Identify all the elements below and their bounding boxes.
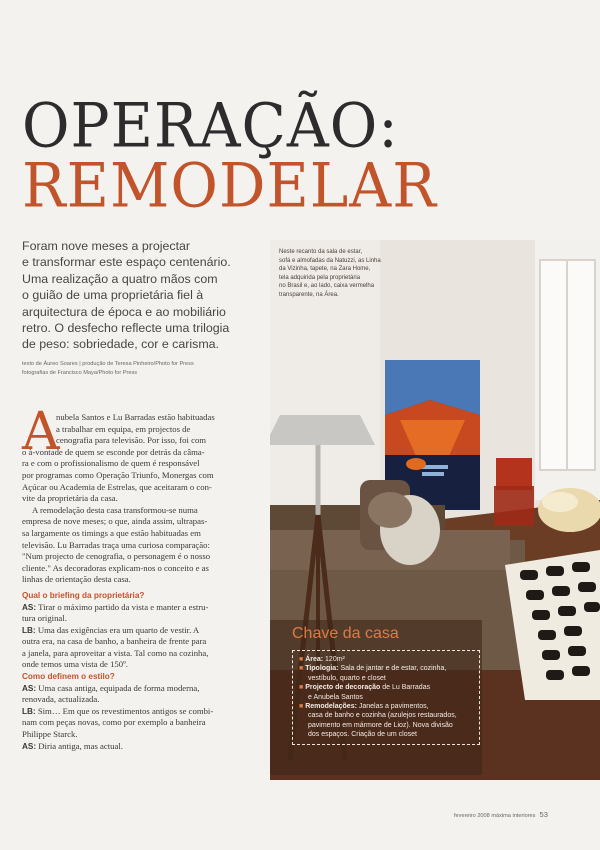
answer-line — [22, 683, 262, 695]
caption-line: transparente, na Área. — [279, 291, 339, 298]
key-fact-row — [299, 702, 475, 711]
answer-line — [22, 741, 262, 753]
credits-line: fotografias de Francisco Maya/Photo for Press — [22, 370, 138, 376]
credits — [22, 360, 272, 378]
footer-text: fevereiro 2008 máxima interiores — [454, 813, 536, 819]
title-line-2: REMODELAR — [22, 149, 437, 222]
body-line: A remodelação desta casa transformou-se numa — [32, 504, 198, 515]
lead-line: Foram nove meses a projectar — [22, 239, 191, 253]
key-fact-label: Tipologia: — [305, 665, 339, 673]
lead-line: e transformar este espaço centenário. — [22, 255, 231, 270]
answer-line — [22, 625, 262, 637]
key-fact-row — [299, 674, 475, 683]
answer-text: Diria antiga, mas actual. — [36, 740, 123, 751]
photo-caption — [279, 248, 409, 300]
speaker: LB: — [22, 625, 36, 635]
body-line: linhas de orientação desta casa. — [22, 574, 131, 585]
bullet-icon: ■ — [299, 703, 306, 711]
key-fact-text: Janelas a pavimentos, — [356, 703, 429, 711]
lead-line: o guião de uma proprietária fiel à — [22, 288, 204, 303]
answer-text: Tirar o máximo partido da vista e manter a estru- — [36, 601, 209, 612]
key-fact-row — [299, 721, 475, 730]
question-heading: Como definem o estilo? — [22, 672, 115, 682]
drop-cap: A — [22, 402, 60, 462]
credits-line: texto de Áureo Soares | produção de Teresa Pinheiro/Photo for Press — [22, 361, 194, 367]
key-fact-text: dos espaços. Criação de um closet — [308, 731, 417, 739]
lead-line: retro. O desfecho reflecte uma trilogia — [22, 321, 230, 336]
key-fact-row — [299, 683, 475, 692]
key-fact-label: Área: — [305, 656, 324, 663]
speaker: AS: — [22, 683, 37, 693]
speaker: LB: — [22, 706, 36, 716]
key-fact-label: Remodelações: — [305, 703, 357, 711]
key-fact-row — [299, 655, 475, 664]
answer-text: nam com peças novas, como por exemplo a banheira — [22, 717, 206, 728]
body-line: ra e com o profissionalismo de quem é responsável — [22, 458, 200, 469]
key-fact-text: e Anubela Santos — [308, 693, 363, 701]
answer-line — [22, 636, 262, 648]
key-fact-row — [299, 693, 475, 702]
key-fact-text: de Lu Barradas — [380, 684, 431, 692]
answer-line — [22, 694, 262, 706]
lead-line: de peso: sobriedade, cor e carisma. — [22, 337, 219, 352]
body-line: televisão. Lu Barradas traça uma curiosa comparação: — [22, 539, 210, 550]
bullet-icon: ■ — [299, 665, 306, 673]
speaker: AS: — [22, 741, 37, 751]
body-line: cliente." As decoradoras explicam-nos o conceito e as — [22, 562, 209, 573]
body-line: o à-vontade de quem se esconde por detrás da câma- — [22, 446, 205, 457]
key-fact-row — [299, 730, 475, 739]
body-line: Açúcar ou Academia de Estrelas, que aceitaram o con- — [22, 481, 212, 492]
caption-line: da Vizinha, tapete, na Zara Home, — [279, 266, 371, 273]
key-facts-list — [292, 650, 480, 745]
answer-line — [22, 602, 262, 614]
answer-text: outra era, na casa de banho, a banheira de frente para — [22, 636, 207, 647]
question-heading: Qual o briefing da proprietária? — [22, 590, 145, 600]
key-fact-text: 120m² — [323, 656, 345, 663]
answer-text: Uma casa antiga, equipada de forma moderna, — [36, 682, 200, 693]
key-fact-text: Sala de jantar e de estar, cozinha, — [338, 665, 447, 673]
bullet-icon: ■ — [299, 684, 306, 692]
answer-text: Sim… Em que os revestimentos antigos se combi- — [35, 705, 214, 716]
body-line: a trabalhar em equipa, em projectos de — [56, 423, 191, 434]
caption-line: sofá e almofadas da Natuzzi, as Linha — [279, 257, 381, 264]
answer-line — [22, 729, 262, 741]
key-fact-row — [299, 664, 475, 673]
body-line: nubela Santos e Lu Barradas estão habituadas — [56, 412, 215, 422]
caption-line: Neste recanto da sala de estar, — [279, 249, 363, 255]
lead-line: arquitectura de época e ao mobiliário — [22, 304, 226, 319]
answer-line — [22, 706, 262, 718]
speaker: AS: — [22, 602, 37, 612]
article-body — [22, 412, 262, 752]
caption-line: no Brasil e, ao lado, caixa vermelha — [279, 283, 375, 290]
answer-text: renovada, actualizada. — [22, 694, 100, 705]
answer-line — [22, 659, 262, 671]
body-line: empresa de nove meses; o que, ainda assim, ultrapas- — [22, 516, 208, 527]
key-fact-label: Projecto de decoração — [305, 684, 381, 692]
lead-paragraph — [22, 238, 268, 353]
body-line: vite da proprietária da casa. — [22, 493, 118, 504]
answer-text: Philippe Starck. — [22, 729, 78, 740]
page-number: 53 — [539, 810, 548, 819]
bullet-icon: ■ — [299, 656, 306, 663]
body-line: por programas como Operação Triunfo, Monergas com — [22, 469, 214, 480]
key-fact-text: pavimento em mármore de Lioz). Nova divisão — [308, 721, 453, 729]
title-line-1: OPERAÇÃO: — [22, 89, 399, 162]
lead-line: Uma realização a quatro mãos com — [22, 271, 218, 286]
answer-text: onde temos uma vista de 150º. — [22, 659, 128, 670]
key-fact-text: casa de banho e cozinha (azulejos restaurados, — [308, 712, 457, 720]
answer-line — [22, 613, 262, 625]
page-footer — [454, 810, 548, 819]
key-facts-box — [292, 625, 480, 765]
caption-line: tela adquirida pela proprietária — [279, 274, 361, 281]
key-fact-text: vestíbulo, quarto e closet — [308, 674, 386, 682]
body-line: sa largamente os timings a que estão habituadas em — [22, 527, 201, 538]
answer-text: a janela, para aproveitar a vista. Tal como na cozinha, — [22, 647, 209, 658]
answer-text: tura original. — [22, 613, 67, 624]
answer-line — [22, 717, 262, 729]
answer-line — [22, 648, 262, 660]
body-line: "Num projecto de cenografia, o personagem é o nosso — [22, 551, 211, 562]
body-line: cenografia para televisão. Por isso, foi com — [56, 435, 207, 446]
key-fact-row — [299, 711, 475, 720]
answer-text: Uma das exigências era um quarto de vestir. A — [35, 624, 200, 635]
key-facts-title: Chave da casa — [292, 625, 399, 642]
